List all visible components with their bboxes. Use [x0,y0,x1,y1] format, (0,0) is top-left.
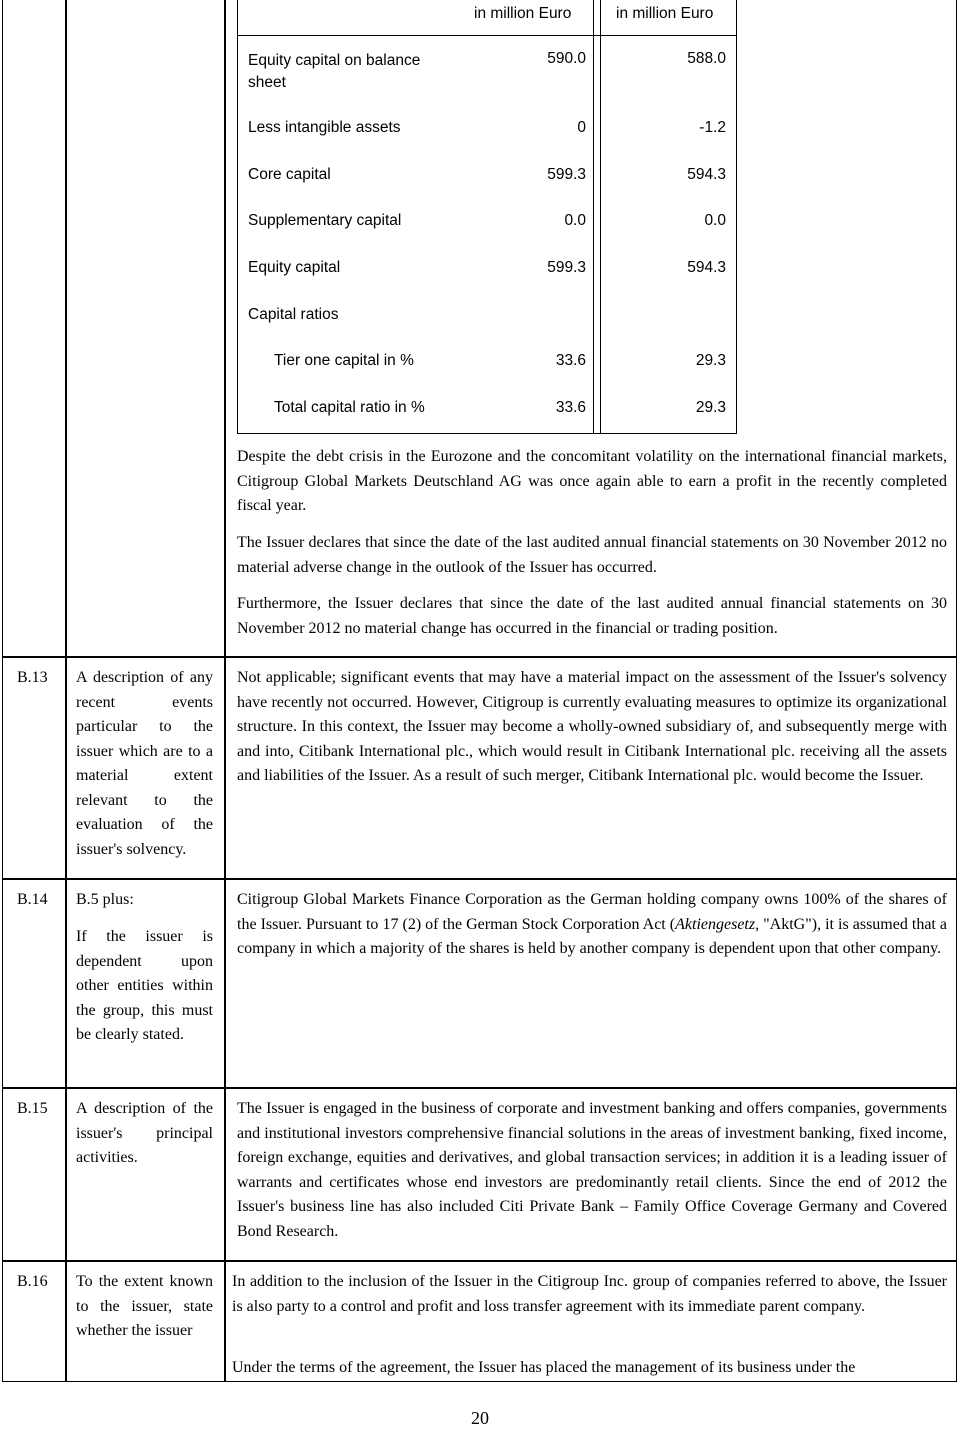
section-text: Under the terms of the agreement, the Issuer has placed the management of its business under the [232,1359,856,1376]
fin-header-col1: in million Euro [474,5,572,22]
section-description: If the issuer is dependent upon other entities within the group, this must be clearly stated. [76,928,213,1043]
fin-row-value-2: -1.2 [699,119,726,136]
intro-paragraph-1: Despite the debt crisis in the Eurozone and the concomitant volatility on the international financial markets, Citigroup Global Markets Deutschland AG was once again able to earn a profit in the recently completed fiscal year. [237,448,947,514]
fin-header-divider [238,35,736,36]
row-divider-b16 [2,1260,957,1262]
section-text: In addition to the inclusion of the Issuer in the Citigroup Inc. group of companies referred to above, the Issuer is also party to a control and profit and loss transfer agreement with its immediate parent company. [232,1273,947,1315]
section-description: A description of any recent events particular to the issuer which are to a material extent relevant to the evaluation of the issuer's solvency. [76,669,213,858]
fin-row-label: Less intangible assets [248,119,401,136]
section-description: A description of the issuer's principal activities. [76,1100,213,1166]
section-text-part: Citigroup Global Markets Finance Corporation as the German holding company owns 100% of the shares of the Issuer. Pursuant to 17 (2) of the German Stock Corporation Act ( [237,891,947,933]
fin-row-value-1: 0 [577,119,586,136]
fin-row-label: Total capital ratio in % [274,399,425,416]
fin-row-value-1: 599.3 [547,259,586,276]
fin-row-label: Supplementary capital [248,212,402,229]
row-divider-b14 [2,878,957,880]
row-divider-b13 [2,656,957,658]
section-id: B.14 [17,891,48,908]
fin-col-divider-2 [600,0,601,433]
section-description-head: B.5 plus: [76,891,134,908]
fin-row-value-2: 0.0 [704,212,726,229]
column-divider-1 [65,0,67,1382]
section-id: B.13 [17,669,48,686]
column-divider-2 [224,0,226,1382]
section-text-italic: Aktiengesetz [675,915,756,933]
fin-row-value-2: 588.0 [687,50,726,67]
fin-header-col2: in million Euro [616,5,714,22]
page-number: 20 [471,1408,489,1428]
fin-row-value-2: 594.3 [687,259,726,276]
section-text: Not applicable; significant events that may have a material impact on the assessment of the Issuer's solvency have recently not occurred. However, Citigroup is currently evaluating measures to optimize its organizational structure. In this context, the Issuer may become a wholly-owned subsidiary of, and subsequently merge with and into, Citibank International plc., which would result in Citibank International plc. receiving all the assets and liabilities of the Issuer. As a result of such merger, Citibank International plc. would become the Issuer. [237,669,947,784]
fin-row-label: Equity capital [248,259,341,276]
financial-table [237,0,737,434]
row-divider-b15 [2,1087,957,1089]
section-text-part: , "AktG"), it is assumed that a company in which a majority of the shares is held by another company is dependent upon that other company. [237,915,948,957]
fin-row-value-1: 590.0 [547,50,586,67]
fin-row-value-2: 29.3 [695,352,726,369]
fin-row-label: Tier one capital in % [274,352,414,369]
section-text: The Issuer is engaged in the business of corporate and investment banking and offers companies, governments and institutional investors comprehensive financial solutions in the areas of investment banking, fixed income, foreign exchange, equities and derivatives, and global transaction services; in addition it is a leading issuer of warrants and certificates whose end investors are predominantly retail clients. Since the end of 2012 the Issuer's business line has also included Citi Private Bank – Family Office Coverage Germany and Covered Bond Research. [237,1100,947,1240]
fin-row-label: Capital ratios [248,306,339,323]
fin-row-value-1: 33.6 [555,399,586,416]
section-id: B.15 [17,1100,48,1117]
fin-row-value-2: 29.3 [695,399,726,416]
intro-paragraph-2: The Issuer declares that since the date of the last audited annual financial statements on 30 November 2012 no material adverse change in the outlook of the Issuer has occurred. [237,534,947,576]
fin-row-label: Equity capital on balance sheet [248,52,421,91]
fin-row-value-1: 33.6 [555,352,586,369]
section-text [237,888,947,962]
fin-row-value-1: 0.0 [564,212,586,229]
intro-paragraph-3: Furthermore, the Issuer declares that since the date of the last audited annual financial statements on 30 November 2012 no material change has occurred in the financial or trading position. [237,595,947,637]
section-id: B.16 [17,1273,48,1290]
fin-row-value-1: 599.3 [547,166,586,183]
section-description: To the extent known to the issuer, state whether the issuer [76,1273,213,1339]
fin-row-label: Core capital [248,166,331,183]
fin-row-value-2: 594.3 [687,166,726,183]
fin-col-divider-1 [593,0,594,433]
